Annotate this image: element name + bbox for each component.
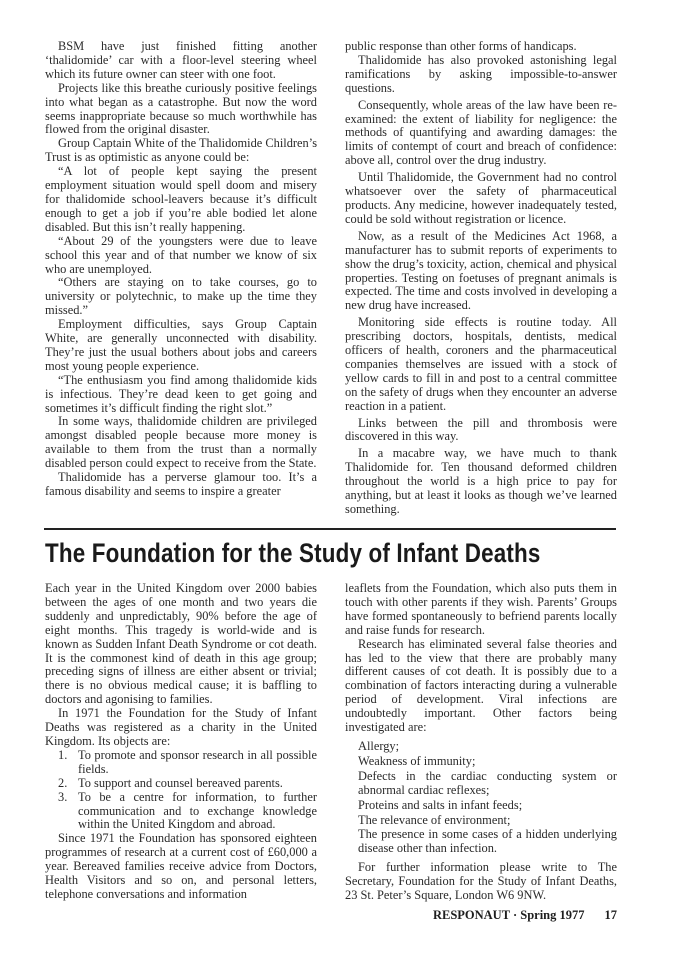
- article-continuation-right-column: [345, 40, 617, 517]
- list-item: [45, 791, 317, 833]
- list-item-text: To promote and sponsor research in all possible fields.: [78, 747, 317, 776]
- list-item: Proteins and salts in infant feeds;: [358, 797, 523, 812]
- list-item-text: To be a centre for information, to further communication and to exchange knowledge within the United Kingdom and abroad.: [78, 789, 317, 832]
- paragraph: Thalidomide has a perverse glamour too. It’s a famous disability and seems to inspire a greater: [45, 470, 317, 498]
- paragraph: Links between the pill and thrombosis were discovered in this way.: [345, 415, 617, 444]
- feature-right-column: [345, 582, 617, 903]
- list-item: Weakness of immunity;: [358, 753, 476, 768]
- list-item: Defects in the cardiac conducting system or abnormal cardiac reflexes;: [358, 768, 617, 797]
- article-continuation-left-column: [45, 40, 317, 499]
- objects-list: [45, 749, 317, 832]
- paragraph: Now, as a result of the Medicines Act 1968, a manufacturer has to submit reports of experiments to show the drug’s toxicity, action, chemical and physical properties. Testing on foetuses of pregnant animals is expected. The time and costs involved in developing a new drug have increased.: [345, 228, 617, 313]
- paragraph: Until Thalidomide, the Government had no control whatsoever over the safety of pharmaceutical products. Any medicine, however inadequately tested, could be sold without registration or licence.: [345, 170, 617, 226]
- paragraph: In 1971 the Foundation for the Study of Infant Deaths was registered as a charity in the United Kingdom. Its objects are:: [45, 706, 317, 748]
- paragraph: Thalidomide has also provoked astonishing legal ramifications by asking impossible-to-answer questions.: [345, 52, 617, 95]
- feature-left-column: [45, 582, 317, 902]
- list-item-number: 3.: [58, 789, 68, 804]
- paragraph: Projects like this breathe curiously positive feelings into what began as a catastrophe. But now the word seems inappropriate because so much worthwhile has flowed from the original disaster.: [45, 80, 317, 137]
- quote-paragraph: “The enthusiasm you find among thalidomide kids is infectious. They’re dead keen to get going and sometimes it’s difficult finding the right slot.”: [45, 372, 317, 415]
- paragraph: public response than other forms of handicaps.: [345, 39, 577, 53]
- quote-paragraph: “About 29 of the youngsters were due to leave school this year and of that number we know of six who are unemployed.: [45, 233, 317, 276]
- list-item-number: 1.: [58, 747, 68, 762]
- paragraph: Consequently, whole areas of the law have been re-examined: the extent of liability for negligence: the methods of quantifying and awarding damages: the limits of contempt of court and breach of confidence: above all, control over the drug industry.: [345, 97, 617, 168]
- quote-paragraph: “Others are staying on to take courses, go to university or polytechnic, to make up the time they missed.”: [45, 275, 317, 318]
- factors-list: [358, 740, 617, 856]
- list-item-text: To support and counsel bereaved parents.: [78, 775, 283, 790]
- page-footer: [345, 908, 617, 923]
- list-item: [45, 777, 317, 791]
- paragraph: leaflets from the Foundation, which also puts them in touch with other parents if they wish. Parents’ Groups have formed spontaneously to befriend parents locally and raise funds for research.: [345, 581, 617, 637]
- page-number: 17: [604, 908, 617, 922]
- list-item-number: 2.: [58, 775, 68, 790]
- list-item: [45, 749, 317, 777]
- list-item: The relevance of environment;: [358, 812, 511, 827]
- paragraph: In some ways, thalidomide children are privileged amongst disabled people because more money is available to them from the trust than a normally disabled person could expect to receive from the State.: [45, 414, 317, 471]
- quote-paragraph: “A lot of people kept saying the present employment situation would spell doom and misery for thalidomide school-leavers because it’s difficult enough to get a job if you’re able bodied let alone disabled. But this isn’t really happening.: [45, 164, 317, 234]
- paragraph: Each year in the United Kingdom over 2000 babies between the ages of one month and two years die suddenly and unpredictably, 90% before the age of eight months. This tragedy is world-wide and is known as Sudden Infant Death Syndrome or cot death. It is the commonest kind of death in this age group; preceding signs of illness are either absent or trivial; there is no obvious medical cause; it is baffling to doctors and agonising to families.: [45, 581, 317, 707]
- paragraph: BSM have just finished fitting another ‘thalidomide’ car with a floor-level steering wheel which its future owner can steer with one foot.: [45, 39, 317, 81]
- list-item: Allergy;: [358, 738, 400, 753]
- paragraph: Group Captain White of the Thalidomide Children’s Trust is as optimistic as anyone could be:: [45, 136, 318, 165]
- publication-line: RESPONAUT · Spring 1977: [432, 908, 585, 922]
- section-divider-rule: [44, 528, 616, 530]
- paragraph: For further information please write to The Secretary, Foundation for the Study of Infant Deaths, 23 St. Peter’s Square, London W6 9NW.: [345, 860, 617, 903]
- paragraph: Monitoring side effects is routine today. All prescribing doctors, hospitals, dentists, medical officers of health, coroners and the pharmaceutical companies themselves are issued with a stock of yellow cards to fill in and post to a central committee on the safety of drugs when they encounter an adverse reaction in a patient.: [345, 315, 617, 413]
- list-item: The presence in some cases of a hidden underlying disease other than infection.: [358, 827, 617, 856]
- paragraph: Employment difficulties, says Group Captain White, are generally unconnected with disability. They’re just the usual bothers about jobs and careers most young people experience.: [45, 317, 317, 373]
- paragraph: Research has eliminated several false theories and has led to the view that there are probably many different causes of cot death. It is possibly due to a combination of factors interacting during a vulnerable period of development. Viral infections are undoubtedly important. Other factors being investigated are:: [345, 636, 617, 735]
- paragraph: Since 1971 the Foundation has sponsored eighteen programmes of research at a current cost of £60,000 a year. Bereaved families receive advice from Doctors, Health Visitors and so on, and personal letters, telephone conversations and information: [45, 831, 317, 901]
- paragraph: In a macabre way, we have much to thank Thalidomide for. Ten thousand deformed children throughout the world is a high price to pay for anything, but at least it looks as though we’ve learned something.: [345, 446, 617, 516]
- feature-headline: The Foundation for the Study of Infant Deaths: [45, 538, 541, 568]
